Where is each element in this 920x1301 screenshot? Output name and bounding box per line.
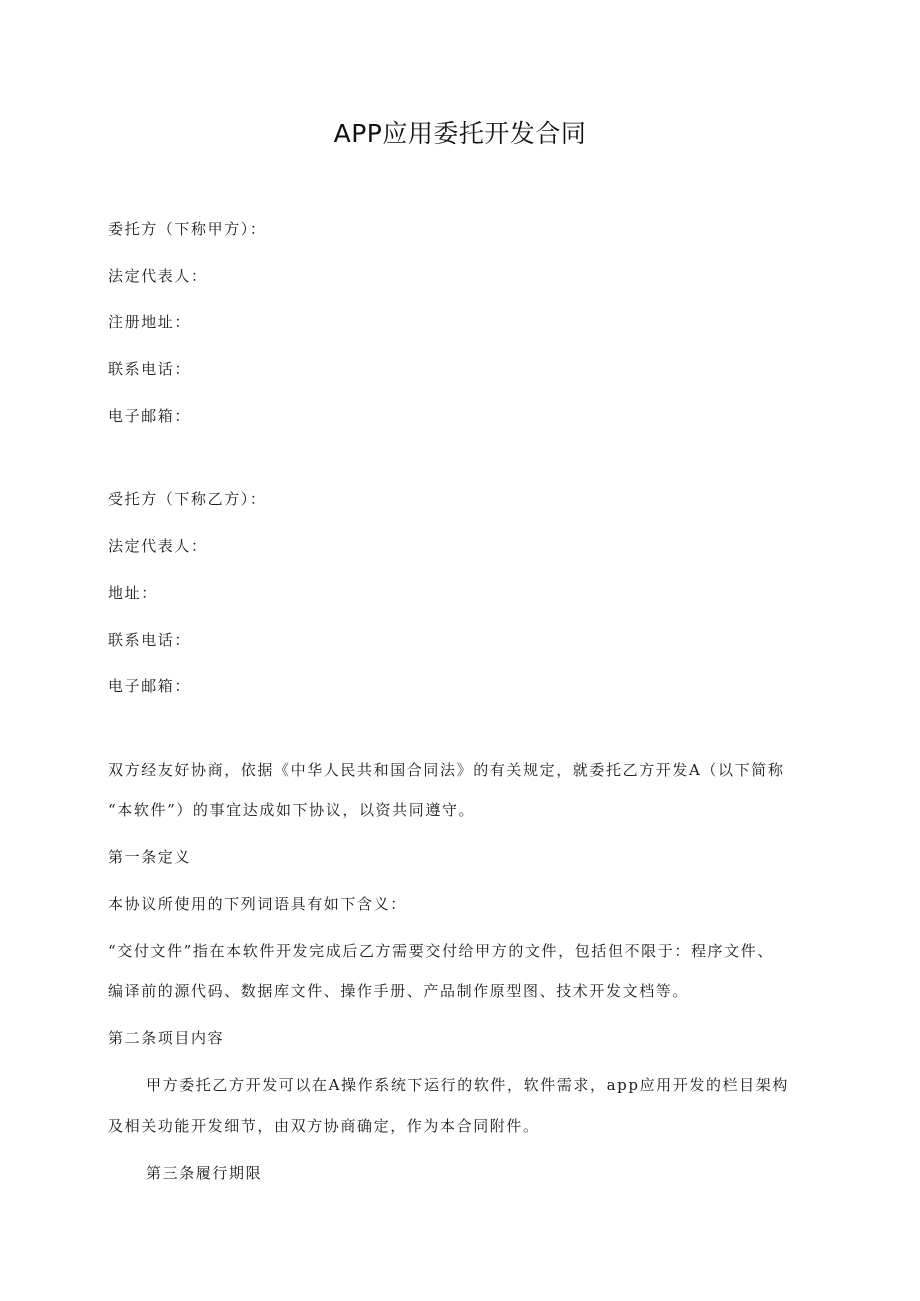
- article-1-definition-line-1: “交付文件”指在本软件开发完成后乙方需要交付给甲方的文件，包括但不限于：程序文件、: [108, 942, 774, 960]
- article-2-line-1: 甲方委托乙方开发可以在A操作系统下运行的软件，软件需求，app应用开发的栏目架构: [146, 1076, 789, 1094]
- document-title: APP应用委托开发合同: [333, 119, 587, 148]
- party-a-legal-rep: 法定代表人：: [108, 267, 208, 285]
- party-b-legal-rep: 法定代表人：: [108, 537, 208, 555]
- party-b-address: 地址：: [108, 584, 158, 602]
- preamble-line-1: 双方经友好协商，依据《中华人民共和国合同法》的有关规定，就委托乙方开发A（以下简称: [108, 761, 785, 779]
- article-2-heading: 第二条项目内容: [108, 1029, 225, 1047]
- party-b-heading: 受托方（下称乙方）：: [108, 490, 267, 508]
- article-2-line-2: 及相关功能开发细节，由双方协商确定，作为本合同附件。: [108, 1117, 540, 1135]
- party-a-phone: 联系电话：: [108, 360, 192, 378]
- article-1-intro: 本协议所使用的下列词语具有如下含义：: [108, 895, 407, 913]
- article-1-definition-line-2: 编译前的源代码、数据库文件、操作手册、产品制作原型图、技术开发文档等。: [108, 982, 690, 1000]
- party-b-email: 电子邮箱：: [108, 677, 192, 695]
- article-1-heading: 第一条定义: [108, 848, 192, 866]
- party-b-phone: 联系电话：: [108, 631, 192, 649]
- party-a-email: 电子邮箱：: [108, 407, 192, 425]
- article-3-heading: 第三条履行期限: [146, 1164, 263, 1182]
- party-a-heading: 委托方（下称甲方）：: [108, 220, 267, 238]
- party-a-address: 注册地址：: [108, 313, 192, 331]
- preamble-line-2: “本软件”）的事宜达成如下协议，以资共同遵守。: [108, 801, 476, 819]
